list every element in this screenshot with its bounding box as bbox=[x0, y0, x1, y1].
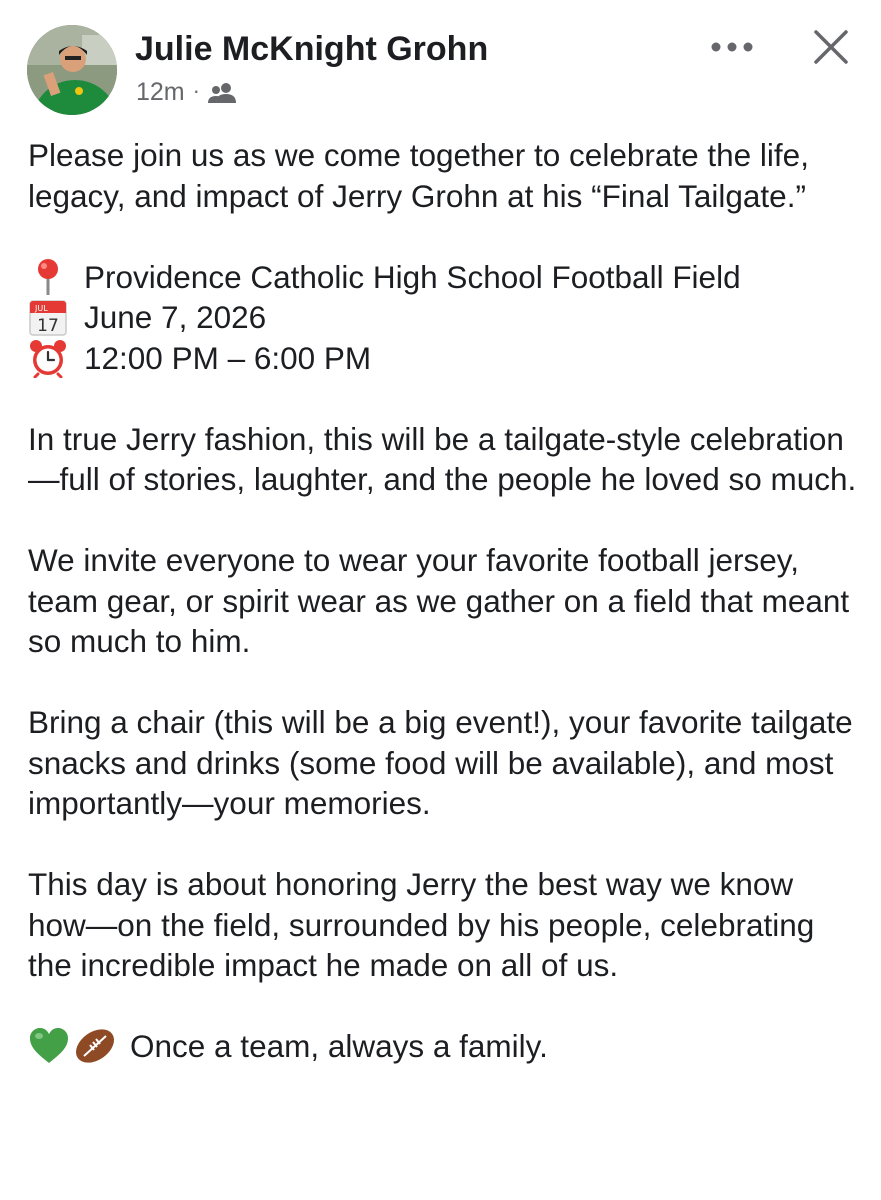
round-pushpin-icon bbox=[28, 257, 74, 297]
alarm-clock-icon bbox=[28, 338, 74, 378]
event-details bbox=[28, 257, 858, 379]
american-football-icon bbox=[72, 1026, 118, 1066]
post-timestamp[interactable]: 12m bbox=[136, 78, 185, 106]
friends-icon[interactable] bbox=[208, 82, 236, 104]
date-text: June 7, 2026 bbox=[84, 299, 267, 335]
location-text: Providence Catholic High School Football Field bbox=[84, 258, 741, 295]
sign-off-line bbox=[28, 1026, 858, 1067]
avatar[interactable] bbox=[27, 25, 117, 115]
date-line bbox=[28, 297, 858, 338]
green-heart-icon bbox=[28, 1026, 70, 1066]
author-name[interactable]: Julie McKnight Grohn bbox=[135, 30, 489, 68]
more-options-button[interactable] bbox=[710, 32, 754, 62]
sign-off-text: Once a team, always a family. bbox=[130, 1028, 548, 1064]
time-line bbox=[28, 338, 858, 379]
close-icon bbox=[813, 29, 849, 65]
calendar-icon bbox=[28, 297, 74, 337]
post-header bbox=[0, 0, 881, 130]
more-horizontal-icon bbox=[710, 41, 754, 53]
avatar-photo bbox=[27, 25, 117, 115]
post-body bbox=[28, 135, 858, 1067]
body-paragraph: In true Jerry fashion, this will be a tailgate-style celebration—full of stories, laughter, and the people he loved so much. bbox=[28, 420, 857, 497]
time-text: 12:00 PM – 6:00 PM bbox=[84, 339, 372, 376]
intro-paragraph: Please join us as we come together to celebrate the life, legacy, and impact of Jerry Grohn at his “Final Tailgate.” bbox=[28, 137, 809, 214]
body-paragraph: This day is about honoring Jerry the best way we know how—on the field, surrounded by his people, celebrating the incredible impact he made on all of us. bbox=[28, 866, 815, 983]
location-line bbox=[28, 257, 858, 298]
calendar-month: JUL bbox=[35, 304, 48, 314]
meta-separator: · bbox=[192, 77, 200, 103]
calendar-day: 17 bbox=[37, 316, 59, 337]
close-button[interactable] bbox=[808, 24, 854, 70]
body-paragraph: Bring a chair (this will be a big event!), your favorite tailgate snacks and drinks (some food will be available), and most importantly—your memories. bbox=[28, 704, 853, 821]
body-paragraph: We invite everyone to wear your favorite football jersey, team gear, or spirit wear as we gather on a field that meant so much to him. bbox=[28, 542, 850, 659]
post-meta bbox=[136, 78, 236, 107]
sign-off-emojis bbox=[28, 1026, 118, 1066]
